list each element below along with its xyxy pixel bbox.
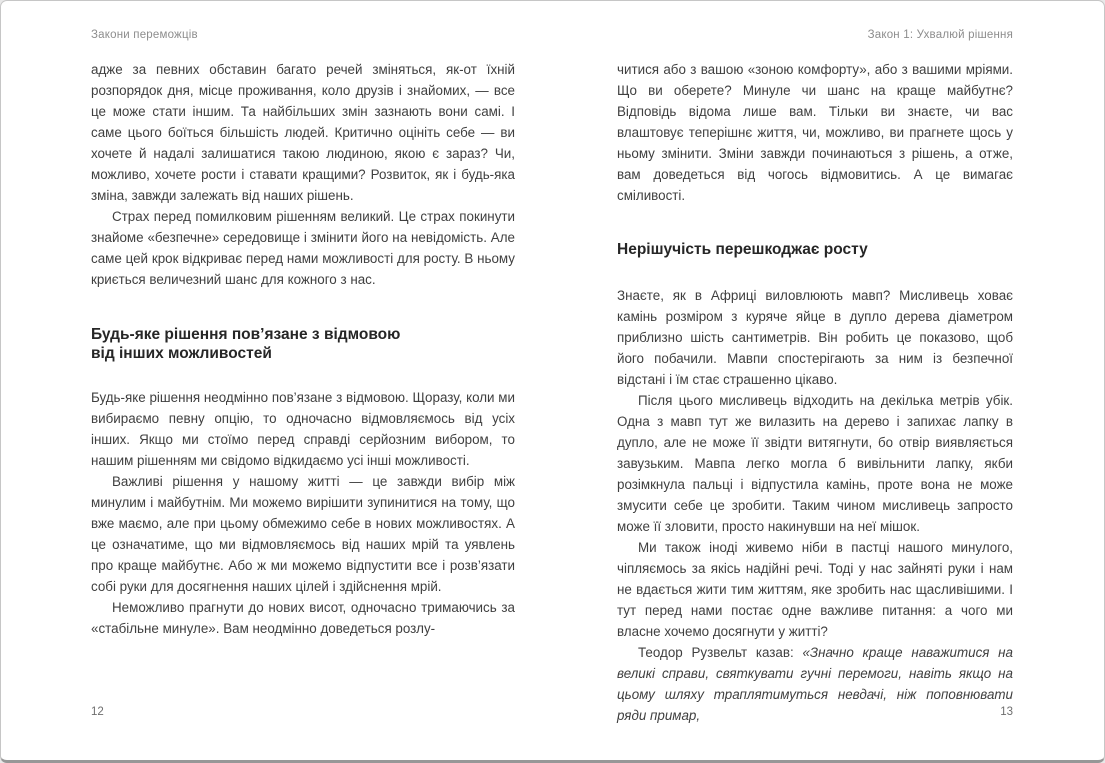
paragraph: Неможливо прагнути до нових висот, одночасно тримаючись за «стабільне минуле». Вам неодмінно доведеться розлу- [91,600,515,636]
page-left [1,1,553,760]
running-head-left: Закони переможців [91,29,198,41]
section-heading-line: від інших можливостей [91,345,272,362]
page-right [553,1,1105,760]
page-number-left: 12 [91,706,104,718]
body-text-left [91,59,515,639]
paragraph: Будь-яке рішення неодмінно пов’язане з відмовою. Щоразу, коли ми вибираємо певну опцію, то одночасно відмовляємось від усіх інших. Якщо ми стоїмо перед справді серйозним вибором, то нашим рішенням ми свідомо відкидаємо усі інші можливості. [91,390,515,468]
section-heading-line: Будь-яке рішення пов’язане з відмовою [91,326,401,343]
body-text-right [617,59,1013,726]
paragraph: Після цього мисливець відходить на декілька метрів убік. Одна з мавп тут же вилазить на дерево і запихає лапку в дупло, але не може її звідти витягнути, бо отвір виявляється завузьким. Мавпа легко могла б вивільнити лапку, якби розімкнула пальці і відпустила камінь, проте вона не може змусити себе це зробити. Таким чином мисливець запросто може її зловити, просто накинувши на неї мішок. [617,393,1013,534]
section-heading: Нерішучість перешкоджає росту [617,241,868,258]
running-head-right: Закон 1: Ухвалюй рішення [867,29,1013,41]
quote-attribution: Теодор Рузвельт казав: [638,645,803,660]
quote-text: «Значно краще наважитися на великі справи, святкувати гучні перемоги, навіть якщо на цьому шляху траплятимуться невдачі, ніж поповнювати ряди примар, [617,645,1013,723]
paragraph [617,642,1013,726]
page-number-right: 13 [1000,706,1013,718]
paragraph: адже за певних обставин багато речей зміняться, як-от їхній розпорядок дня, місце проживання, коло друзів і знайомих, — все це може стати іншим. Та найбільших змін зазнають вони самі. І саме цього боїться більшість людей. Критично оцініть себе — ви хочете й надалі залишатися такою людиною, якою є зараз? Чи, можливо, хочете рости і ставати кращими? Розвиток, як і будь-яка зміна, завжди залежать від наших рішень. [91,62,515,203]
section-heading [91,325,515,363]
paragraph: Знаєте, як в Африці виловлюють мавп? Мисливець ховає камінь розміром з куряче яйце в дупло дерева діаметром приблизно шість сантиметрів. Він робить це показово, щоб його побачили. Мавпи спостерігають за ним із безпечної відстані і їм стає страшенно цікаво. [617,288,1013,387]
paragraph: читися або з вашою «зоною комфорту», або з вашими мріями. Що ви оберете? Минуле чи шанс на краще майбутнє? Відповідь відома лише вам. Тільки ви знаєте, чи вас влаштовує теперішнє життя, чи, можливо, ви прагнете щось у ньому змінити. Зміни завжди починаються з рішень, а отже, вам доведеться від чогось відмовитись. А це вимагає сміливості. [617,62,1013,203]
paragraph: Страх перед помилковим рішенням великий. Це страх покинути знайоме «безпечне» середовище і змінити його на невідомість. Але саме цей крок відкриває перед нами можливості для росту. В ньому криється величезний шанс для кожного з нас. [91,209,515,287]
paragraph: Ми також іноді живемо ніби в пастці нашого минулого, чіпляємось за якісь надійні речі. Тоді у нас зайняті руки і нам не вдається жити тим життям, яке зробить нас щасливішими. І тут перед нами постає одне важливе питання: а чого ми власне хочемо досягнути у житті? [617,540,1013,639]
paragraph: Важливі рішення у нашому житті — це завжди вибір між минулим і майбутнім. Ми можемо вирішити зупинитися на тому, що вже маємо, але при цьому обмежимо себе в нових можливостях. А це означатиме, що ми відмовляємось від наших мрій та уявлень про краще майбутнє. Або ж ми можемо відпустити все і розв’язати собі руки для досягнення наших цілей і здійснення мрій. [91,474,515,594]
